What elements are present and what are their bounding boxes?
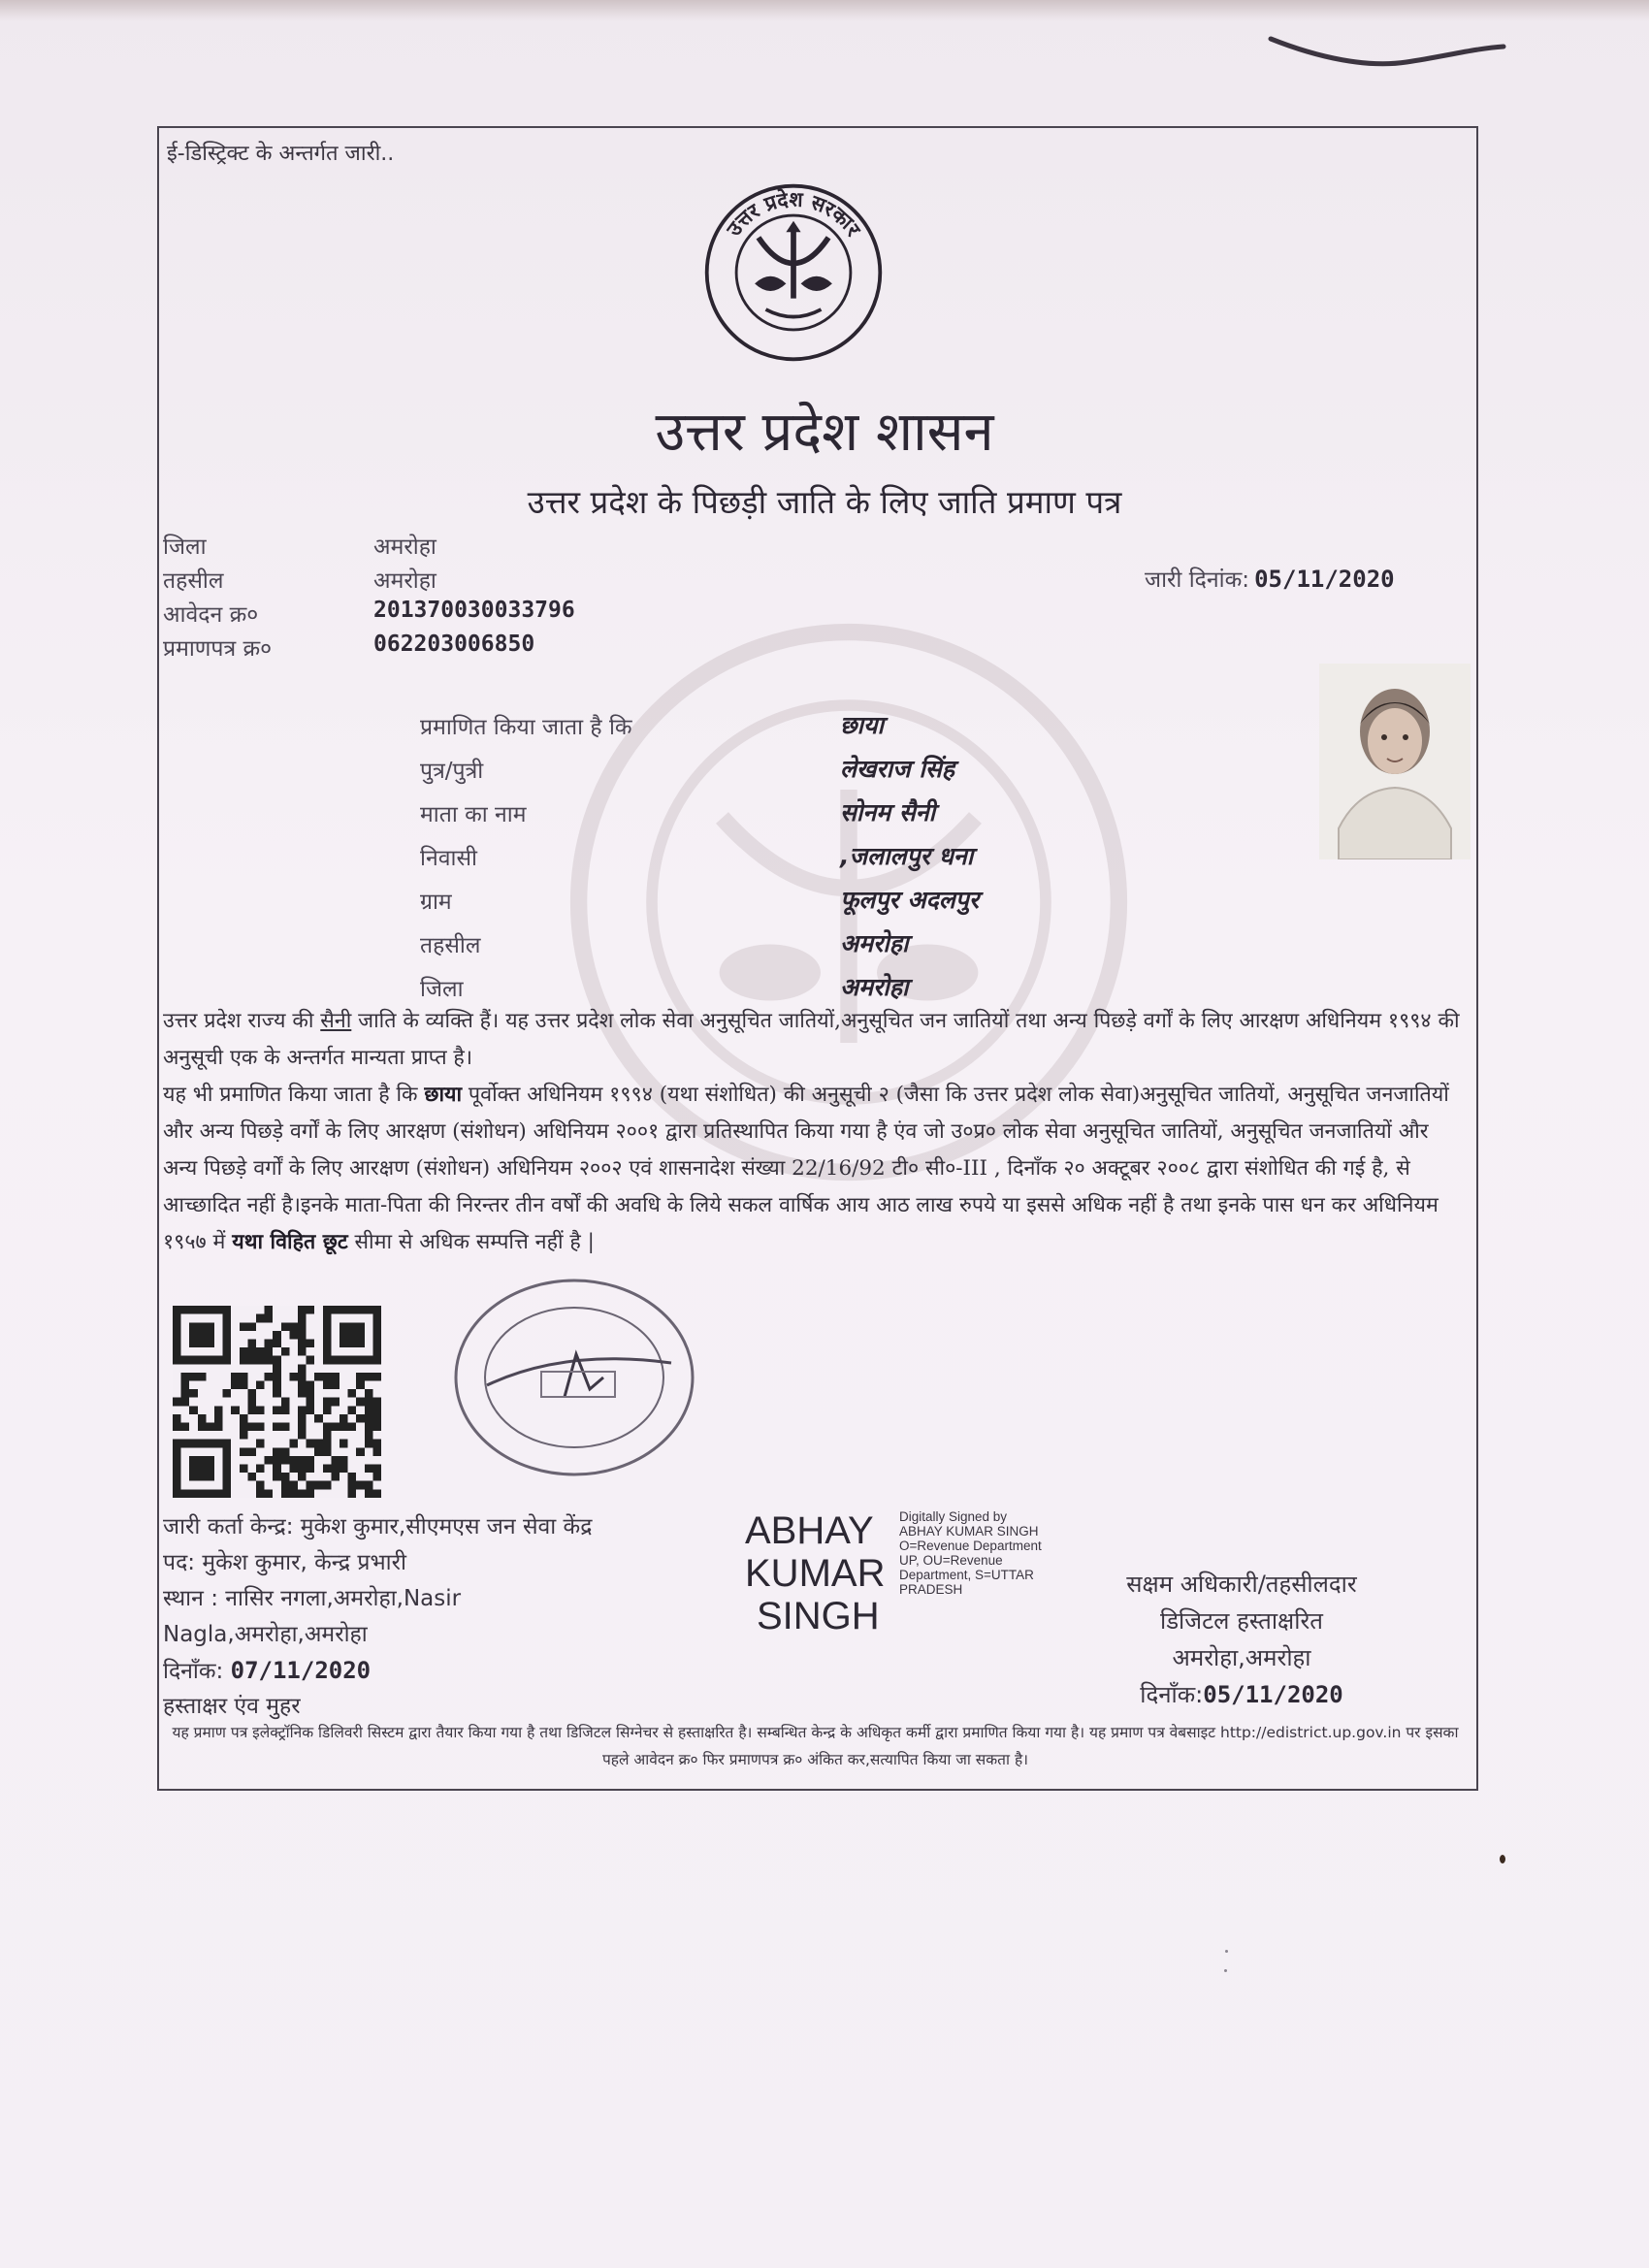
officer-title: सक्षम अधिकारी/तहसीलदार [1126,1571,1357,1598]
signature-name-line-1: ABHAY [745,1509,874,1552]
meta-value-tehsil: अमरोहा [373,568,436,594]
verification-qr-code[interactable] [173,1306,381,1498]
issue-date-value: 05/11/2020 [1254,566,1395,593]
paragraph-1-part-2: जाति के व्यक्ति हैं। यह उत्तर प्रदेश लोक सेवा अनुसूचित जातियों,अनुसूचित जन जातियों तथा अन्य पिछड़े वर्गों के लिए आरक्षण अधिनियम १९९४ की अनुसूची एक के अन्तर्गत मान्यता प्राप्त है। [163,1009,1460,1070]
paragraph-1-part-1: उत्तर प्रदेश राज्य की [163,1009,321,1033]
issue-date-label: जारी दिनांक: [1145,567,1250,593]
issuer-date-label: दिनाँक: [163,1659,231,1684]
verification-footnote: यह प्रमाण पत्र इलेक्ट्रॉनिक डिलिवरी सिस्टम द्वारा तैयार किया गया है तथा डिजिटल सिग्नेचर से हस्ताक्षरित है। सम्बन्धित केन्द्र के अधिकृत कर्मी द्वारा प्रमाणित किया गया है। यह प्रमाण पत्र वेबसाइट http://edistrict.up.gov.in पर इसका पहले आवेदन क्र० फिर प्रमाणपत्र क्र० अंकित कर,सत्यापित किया जा सकता है। [172,1724,1459,1768]
detail-value-tehsil: अमरोहा [840,929,909,957]
issuer-sign-label: हस्ताक्षर एंव मुहर [163,1694,301,1719]
issuer-place-line-1: स्थान : नासिर नगला,अमरोहा,Nasir [163,1586,462,1611]
officer-date [1086,1676,1397,1713]
officer-place: अमरोहा,अमरोहा [1172,1644,1311,1671]
issuer-place-line-2: Nagla,अमरोहा,अमरोहा [163,1622,368,1647]
scan-speck [1500,1855,1505,1863]
scan-speck [1224,1969,1227,1972]
meta-value-district: अमरोहा [373,535,436,560]
detail-value-mother: सोनम सैनी [840,798,936,826]
signature-detail-line-5: Department, S=UTTAR [899,1568,1034,1582]
office-seal-stamp [448,1271,700,1484]
scan-speck [1225,1950,1228,1953]
detail-value-district: अमरोहा [840,973,909,1001]
caste-name: सैनी [320,1009,352,1033]
officer-date-label: दिनाँक: [1140,1681,1204,1708]
header-note: ई-डिस्ट्रिक्ट के अन्तर्गत जारी.. [167,142,395,166]
digital-signature-name [745,1509,885,1637]
signature-detail-line-6: PRADESH [899,1582,963,1597]
signature-detail-line-3: O=Revenue Department [899,1539,1042,1553]
detail-label-resident: निवासी [420,846,477,871]
government-title: उत्तर प्रदेश शासन [655,401,994,464]
meta-label-district: जिला [163,535,207,560]
paragraph-2-part-1: यह भी प्रमाणित किया जाता है कि [163,1083,425,1107]
detail-label-tehsil: तहसील [420,933,481,958]
detail-value-resident: ,जलालपुर धना [840,842,974,870]
issuer-post: पद: मुकेश कुमार, केन्द्र प्रभारी [163,1550,406,1575]
meta-label-tehsil: तहसील [163,568,224,594]
applicant-photo [1319,664,1471,859]
certificate-paragraph-2 [163,1077,1468,1261]
meta-label-certificate-no: प्रमाणपत्र क्र० [163,636,273,662]
meta-label-application-no: आवेदन क्र० [163,602,259,628]
officer-digitally-signed: डिजिटल हस्ताक्षरित [1160,1607,1323,1635]
svg-text:उत्तर प्रदेश सरकार: उत्तर प्रदेश सरकार [722,187,865,241]
certificate-paragraph-1 [163,1003,1468,1077]
scan-top-edge [0,0,1649,21]
paragraph-2-part-3: सीमा से अधिक सम्पत्ति नहीं है | [347,1230,595,1254]
detail-label-district: जिला [420,977,464,1002]
meta-value-certificate-no: 062203006850 [373,632,535,657]
up-government-emblem-icon [701,180,886,365]
signature-detail-line-2: ABHAY KUMAR SINGH [899,1524,1039,1539]
certificate-subtitle: उत्तर प्रदेश के पिछड़ी जाति के लिए जाति प्रमाण पत्र [527,483,1122,521]
signature-name-line-2: KUMAR [745,1552,886,1595]
issuer-date-value: 07/11/2020 [230,1657,372,1684]
digital-signature-details [899,1509,1042,1597]
signature-detail-line-4: UP, OU=Revenue [899,1553,1003,1568]
meta-value-application-no: 201370030033796 [373,598,575,623]
pen-stroke-mark [1261,29,1513,78]
issuer-center: जारी कर्ता केन्द्र: मुकेश कुमार,सीएमएस जन सेवा केंद्र [163,1514,593,1539]
detail-label-mother: माता का नाम [420,802,527,827]
detail-value-village: फूलपुर अदलपुर [840,886,980,914]
signature-name-line-3: SINGH [757,1595,880,1637]
issuer-date [163,1653,371,1690]
detail-label-village: ग्राम [420,890,452,915]
detail-label-certify: प्रमाणित किया जाता है कि [420,715,632,740]
applicant-name-inline: छाया [424,1083,463,1107]
signature-detail-line-1: Digitally Signed by [899,1509,1008,1524]
detail-value-name: छाया [840,711,884,739]
issue-date [1145,563,1395,594]
paragraph-2-part-2: पूर्वोक्त अधिनियम १९९४ (यथा संशोधित) की अनुसूची २ (जैसा कि उत्तर प्रदेश लोक सेवा)अनुसूचित जातियों, अनुसूचित जनजातियों और अन्य पिछड़े वर्गों के लिए आरक्षण (संशोधन) अधिनियम २००१ द्वारा प्रतिस्थापित किया गया है एंव जो उ०प्र० लोक सेवा अनुसूचित जातियों, अनुसूचित जनजातियों और अन्य पिछड़े वर्गों के लिए आरक्षण (संशोधन) अधिनियम २००२ एवं शासनादेश संख्या 22/16/92 टी० सी०-III , दिनाँक २० अक्टूबर २००८ द्वारा संशोधित की गई है, से आच्छादित नहीं है।इनके माता-पिता की निरन्तर तीन वर्षों की अवधि के लिये सकल वार्षिक आय आठ लाख रुपये या इससे अधिक नहीं है तथा इनके पास धन कर अधिनियम १९५७ में [163,1083,1449,1254]
officer-date-value: 05/11/2020 [1203,1681,1343,1708]
detail-label-child-of: पुत्र/पुत्री [420,759,484,784]
exemption-bold-text: यथा विहित छूट [232,1230,348,1254]
detail-value-father: लेखराज सिंह [840,755,955,783]
